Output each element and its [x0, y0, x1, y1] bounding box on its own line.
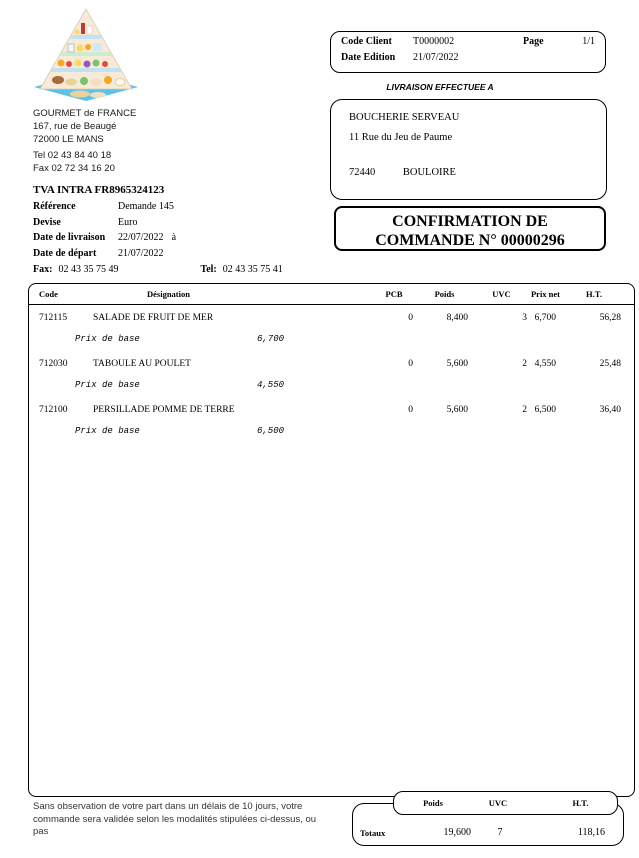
table-row: [29, 402, 634, 417]
confirmation-title-box: [334, 206, 606, 251]
totals-header-ht: H.T.: [572, 798, 589, 808]
info-row-reference: [33, 201, 333, 217]
total-ht: 118,16: [577, 827, 605, 838]
header-prix-net: Prix net: [530, 289, 561, 299]
fax-value: 02 43 35 75 49: [58, 264, 119, 275]
cell-prix-net: 4,550: [534, 358, 556, 369]
delivery-postal-code: 72440: [349, 167, 376, 178]
base-price-value: 6,700: [257, 334, 285, 344]
food-pyramid-icon: [28, 6, 144, 106]
tva-number: TVA INTRA FR8965324123: [33, 184, 165, 196]
cell-uvc: 3: [522, 312, 527, 323]
cell-pcb: 0: [408, 312, 413, 323]
info-value: Euro: [118, 216, 138, 228]
cell-poids: 5,600: [446, 358, 468, 369]
header-poids: Poids: [434, 289, 455, 299]
date-edition-value: 21/07/2022: [413, 52, 459, 63]
food-pyramid-logo: [28, 6, 144, 106]
company-phone-block: [33, 149, 115, 175]
info-label: Devise: [33, 216, 61, 228]
cell-designation: SALADE DE FRUIT DE MER: [93, 312, 214, 323]
totals-header-uvc: UVC: [488, 798, 508, 808]
order-info-block: [33, 201, 333, 263]
confirmation-title-line2: COMMANDE N° 00000296: [375, 232, 565, 249]
cell-pcb: 0: [408, 404, 413, 415]
info-value: Demande 145: [118, 201, 174, 212]
table-row: [29, 356, 634, 371]
company-address-block: [33, 107, 136, 146]
totals-label: Totaux: [360, 828, 386, 838]
base-price-label: Prix de base: [75, 334, 140, 344]
table-row: [29, 310, 634, 325]
footer-note: Sans observation de votre part dans un délais de 10 jours, votre commande sera validée selon les modalités stipulées ci-dessus, ou pas: [33, 801, 317, 837]
cell-designation: TABOULE AU POULET: [93, 358, 191, 369]
cell-poids: 5,600: [446, 404, 468, 415]
tel-label: Tel:: [200, 264, 217, 275]
page-label: Page: [523, 36, 544, 47]
cell-code: 712115: [39, 312, 68, 323]
base-price-value: 4,550: [257, 380, 285, 390]
totals-header-poids: Poids: [423, 798, 443, 808]
page-value: 1/1: [582, 36, 595, 47]
info-row-date-depart: [33, 248, 333, 264]
date-edition-label: Date Edition: [341, 52, 396, 63]
cell-pcb: 0: [408, 358, 413, 369]
info-suffix: à: [171, 232, 177, 243]
items-table: [28, 283, 635, 797]
delivery-name: BOUCHERIE SERVEAU: [349, 112, 460, 123]
cell-ht: 56,28: [599, 312, 621, 323]
client-box-row1: [341, 36, 597, 52]
base-price-row: [29, 426, 634, 440]
code-client-value: T0000002: [413, 36, 455, 47]
cell-ht: 25,48: [599, 358, 621, 369]
confirmation-title-line1: CONFIRMATION DE: [392, 213, 548, 230]
info-label: Date de départ: [33, 247, 97, 259]
code-client-label: Code Client: [341, 36, 392, 47]
cell-code: 712030: [39, 358, 68, 369]
base-price-label: Prix de base: [75, 426, 140, 436]
company-fax: Fax 02 72 34 16 20: [33, 163, 115, 174]
items-table-header: [29, 284, 634, 305]
base-price-value: 6,500: [257, 426, 285, 436]
totals-header-box: [393, 791, 618, 815]
header-uvc: UVC: [492, 289, 511, 299]
client-box-row2: [341, 52, 597, 68]
company-street: 167, rue de Beaugé: [33, 121, 117, 132]
header-code: Code: [39, 289, 58, 299]
cell-poids: 8,400: [446, 312, 468, 323]
header-pcb: PCB: [385, 289, 403, 299]
total-poids: 19,600: [443, 827, 471, 838]
client-info-box: [330, 31, 606, 73]
cell-uvc: 2: [522, 358, 527, 369]
delivery-city-row: [349, 163, 594, 183]
total-uvc: 7: [497, 827, 503, 838]
tel-value: 02 43 35 75 41: [222, 264, 283, 275]
info-value: 22/07/2022: [118, 232, 164, 243]
company-tel: Tel 02 43 84 40 18: [33, 150, 112, 161]
delivery-city: BOULOIRE: [402, 167, 456, 178]
info-value: 21/07/2022: [118, 247, 164, 259]
cell-prix-net: 6,700: [534, 312, 556, 323]
delivery-address-box: [330, 99, 607, 200]
delivery-street: 11 Rue du Jeu de Paume: [349, 132, 453, 143]
cell-designation: PERSILLADE POMME DE TERRE: [93, 404, 235, 415]
cell-prix-net: 6,500: [534, 404, 556, 415]
cell-code: 712100: [39, 404, 68, 415]
cell-ht: 36,40: [599, 404, 621, 415]
info-label: Référence: [33, 201, 76, 212]
company-city: 72000 LE MANS: [33, 134, 104, 145]
header-designation: Désignation: [147, 289, 190, 299]
company-name: GOURMET de FRANCE: [33, 108, 137, 119]
cell-uvc: 2: [522, 404, 527, 415]
base-price-row: [29, 380, 634, 394]
base-price-row: [29, 334, 634, 348]
info-row-devise: [33, 217, 333, 233]
fax-label: Fax:: [33, 264, 53, 275]
info-label: Date de livraison: [33, 232, 106, 243]
delivery-section-label: LIVRAISON EFFECTUEE A: [386, 82, 494, 92]
base-price-label: Prix de base: [75, 380, 140, 390]
header-ht: H.T.: [586, 289, 602, 299]
fax-tel-row: [33, 264, 363, 275]
info-row-date-livraison: [33, 232, 333, 248]
